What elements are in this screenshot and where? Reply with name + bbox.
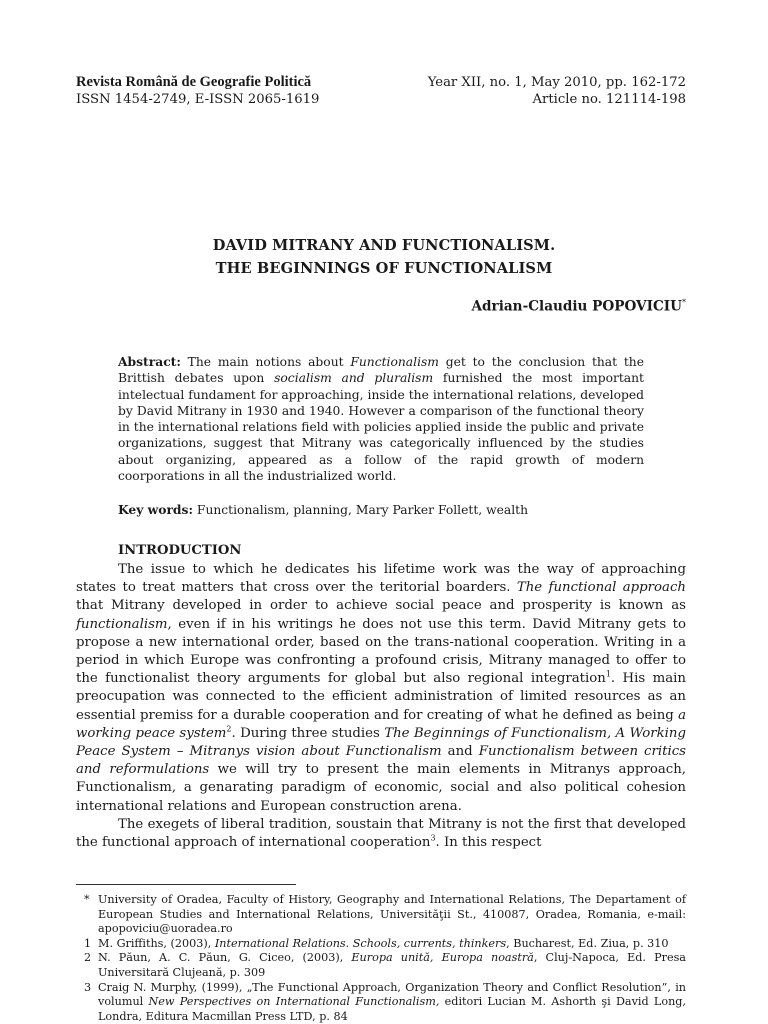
text-run: . In this respect [435,835,542,851]
footnote-mark: 2 [84,951,92,965]
title-line-1: DAVID MITRANY AND FUNCTIONALISM. [212,237,556,254]
title-line-2: THE BEGINNINGS OF FUNCTIONALISM [215,260,553,277]
text-run: The exegets of liberal tradition, soustain that Mitrany is not the first that developed the functional approach of international cooperation [76,816,686,851]
abstract [118,354,644,484]
text-run: , even if in his writings he does not use this term. David Mitrany gets to propose a new international order, based on the trans-national cooperation. Writing in a period in which Europe was confronting a profound crisis, Mitrany managed to offer to the functionalist theory arguments for global but also regional integration [76,616,686,687]
keywords-label: Key words: [118,502,193,517]
italic-run: The functional approach [516,580,686,596]
text-run: that Mitrany developed in order to achieve social peace and prosperity is known as [76,598,686,614]
abstract-label: Abstract: [118,354,181,369]
footnote-text: University of Oradea, Faculty of History, Geography and International Relations, The Departament of European Studies and International Relations, Universităţii St., 410087, Oradea, Romania, e-mail: apopoviciu@uoradea.ro [98,893,686,936]
abstract-italic: socialism and pluralism [274,371,434,386]
italic-run: The Beginnings of Functionalism, A Working Peace System – Mitranys vision about Functionalism [76,725,687,760]
italic-run: functionalism [76,616,168,632]
footnote-separator [76,884,296,885]
issue-info [428,74,686,108]
year-issue: Year XII, no. 1, May 2010, pp. 162-172 [427,75,686,90]
article-number: Article no. 121114-198 [532,92,686,107]
body-text [76,561,686,852]
italic-run: Functionalism between critics and reformulations [76,744,686,778]
keywords [118,502,644,518]
paragraph [76,561,686,816]
footnote-text: N. Păun, A. C. Păun, G. Ciceo, (2003), [98,951,352,965]
article-title [0,234,768,280]
footnote-ref: 3 [430,833,436,843]
abstract-italic: Functionalism [350,355,439,369]
issn: ISSN 1454-2749, E-ISSN 2065-1619 [76,92,320,107]
keywords-text: Functionalism, planning, Mary Parker Follett, wealth [193,503,529,517]
abstract-text: furnished the most important intelectual fundament for approaching, inside the international relations, developed by David Mitrany in 1930 and 1940. However a comparison of the functional theory in the international relations field with policies applied inside the public and private organizations, suggest that Mitrany was categorically influenced by the studies about organizing, appeared as a follow of the rapid growth of modern coorporations in all the industrialized world. [118,371,644,484]
journal-header [76,74,319,108]
text-run: . His main preocupation was connected to the efficient administration of limited resources as an essential premiss for a durable cooperation and for creating of what he defined as being [76,671,686,723]
footnote-italic: International Relations. Schools, currents, thinkers [214,936,507,950]
paragraph [76,816,686,852]
footnote [76,893,686,937]
text-run: we will try to present the main elements in Mitranys approach, Functionalism, a genarating paradigm of economic, social and also political cohesion international relations and European construction arena. [76,762,686,814]
author [472,298,687,315]
text-run: . During three studies [231,725,385,741]
footnote-text: , Cluj-Napoca, Ed. Presa Universitară Clujeană, p. 309 [98,951,686,979]
author-footnote-mark: * [682,298,686,307]
footnotes [76,893,686,1024]
journal-name: Revista Română de Geografie Politică [76,74,312,90]
footnote [76,937,686,952]
footnote-mark: * [84,893,90,906]
footnote [76,951,686,980]
footnote-ref: 1 [605,669,611,679]
footnote-italic: Europa unită, Europa noastră [351,951,534,965]
section-heading-introduction: INTRODUCTION [118,543,242,558]
footnote [76,981,686,1024]
text-run: The issue to which he dedicates his lifetime work was the way of approaching states to treat matters that cross over the teritorial boarders. [76,562,686,596]
footnote-text: M. Griffiths, (2003), [98,936,215,950]
footnote-text: Craig N. Murphy, (1999), „The Functional Approach, Organization Theory and Conflict Resolution”, in volumul [98,980,686,1009]
footnote-italic: New Perspectives on International Functionalism, [148,995,440,1009]
footnote-mark: 1 [84,936,92,950]
author-name: Adrian-Claudiu POPOVICIU [471,298,682,315]
abstract-text: get to the conclusion that the Brittish debates upon [118,355,644,386]
footnote-mark: 3 [84,980,92,994]
footnote-ref: 2 [226,724,232,734]
italic-run: a working peace system [76,707,686,741]
footnote-text: , Bucharest, Ed. Ziua, p. 310 [506,936,669,950]
footnote-text: editori Lucian M. Ashorth şi David Long, Londra, Editura Macmillan Press LTD, p. 84 [98,995,686,1023]
abstract-text: The main notions about [180,355,351,369]
text-run: and [441,744,479,760]
